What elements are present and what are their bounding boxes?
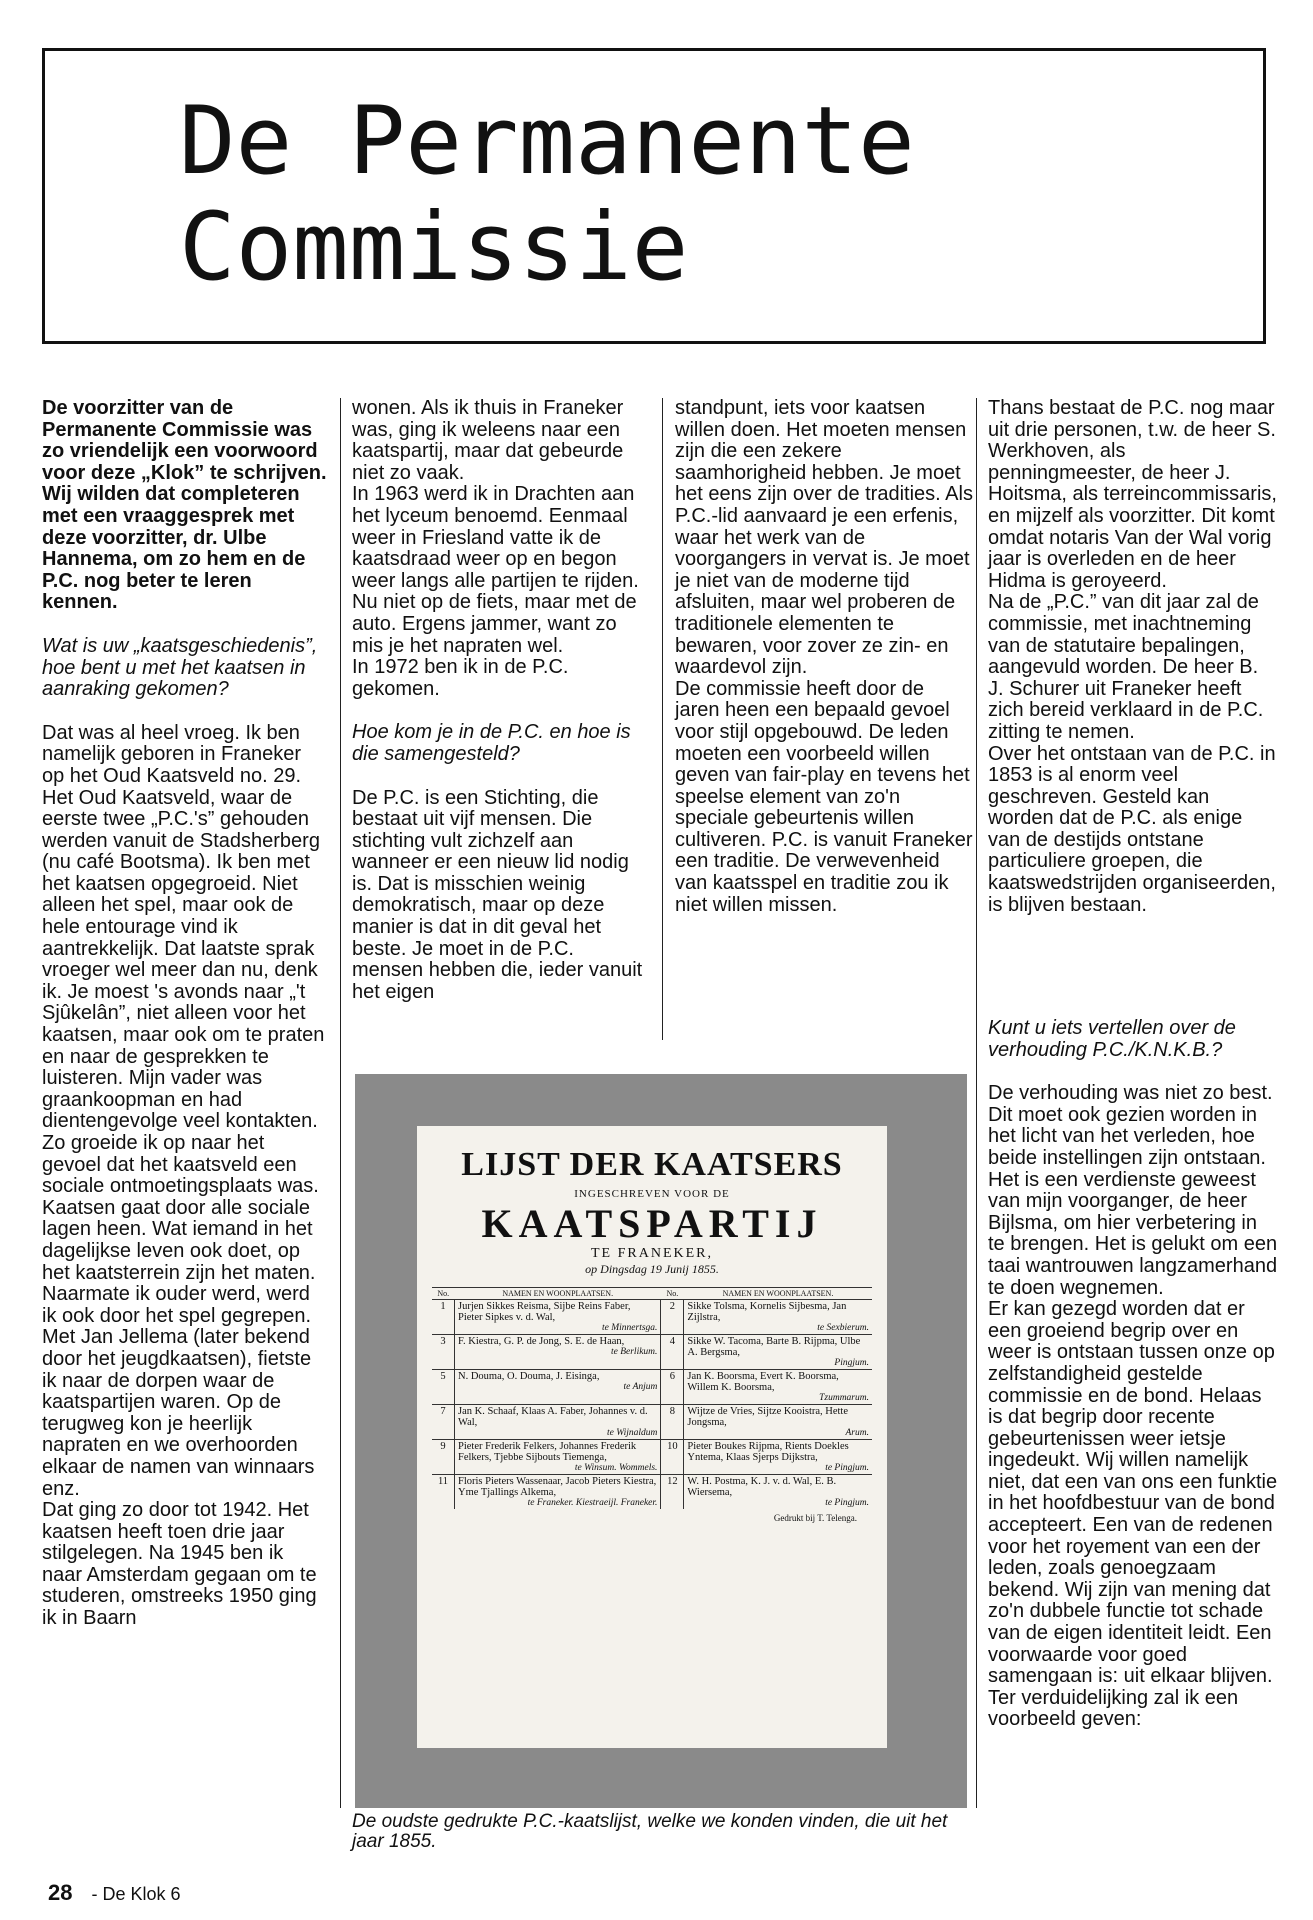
entry-number: 7 [440,1406,446,1417]
poster-entry-names [455,1440,661,1475]
entry-names: Wijtze de Vries, Sijtze Kooistra, Hette Jongsma, [687,1406,849,1428]
poster-entry-names [455,1370,661,1405]
entry-number: 6 [669,1371,676,1382]
column-1 [42,398,328,1630]
col4-paragraph-2: Na de „P.C.” van dit jaar zal de commissie, met inachtneming van de statutaire bepalingen, aangevuld worden. De heer B. J. Schurer uit Franeker heeft zich bereid verklaard in de P.C. zitting te nemen. [988,591,1264,743]
entry-names: Jan K. Boorsma, Evert K. Boorsma, Willem K. Boorsma, [687,1371,839,1393]
entry-place: Tzummarum. [819,1393,869,1403]
poster-entry-number [661,1475,684,1510]
entry-names: Sikke W. Tacoma, Barte B. Rijpma, Ulbe A. Bergsma, [687,1336,861,1358]
question-3: Kunt u iets vertellen over de verhouding P.C./K.N.K.B.? [988,1017,1236,1061]
entry-number: 11 [437,1476,449,1487]
title-line-1: De Permanente [179,87,915,196]
column-divider [340,398,341,1808]
poster-entry-number [432,1335,455,1370]
col2-paragraph-1: wonen. Als ik thuis in Franeker was, ging ik weleens naar een kaatspartij, maar dat gebeurde niet zo vaak. [352,397,624,484]
poster-entry-number [661,1300,684,1335]
poster-row [432,1335,872,1370]
footer-separator: - [91,1884,98,1904]
entry-number: 12 [667,1476,678,1487]
entry-place: te Minnertsga. [602,1323,658,1333]
entry-names: W. H. Postma, K. J. v. d. Wal, E. B. Wiersema, [687,1476,837,1498]
poster-entry-number [432,1475,455,1510]
answer-1b: Dat ging zo door tot 1942. Het kaatsen heeft toen drie jaar stilgelegen. Na 1945 ben ik naar Amsterdam gegaan om te studeren, omstreeks 1950 ging ik in Baarn [42,1499,317,1630]
poster-rows [432,1300,872,1510]
col3-paragraph-2: De commissie heeft door de jaren heen een bepaald gevoel voor stijl opgebouwd. De leden moeten een voorbeeld willen geven van fair-play en tevens het speelse element van zo'n speciale gebeurtenis willen cultiveren. P.C. is vanuit Franeker een traditie. De verwevenheid van kaatsspel en traditie zou ik niet willen missen. [675,677,973,916]
col2-paragraph-3: In 1972 ben ik in de P.C. gekomen. [352,656,569,700]
entry-place: te Anjum [623,1382,658,1392]
poster-col-names: NAMEN EN WOONPLAATSEN. [684,1288,872,1300]
poster-subtitle: INGESCHREVEN VOOR DE [574,1188,730,1200]
poster-entry-number [432,1370,455,1405]
entry-place: te Pingjum. [825,1463,869,1473]
poster-entry-number [661,1370,684,1405]
poster-date: op Dingsdag 19 Junij 1855. [585,1262,719,1276]
entry-place: Arum. [845,1428,869,1438]
page-title [179,89,915,301]
answer-1: Dat was al heel vroeg. Ik ben namelijk geboren in Franeker op het Oud Kaatsveld no. 29. Het Oud Kaatsveld, waar de eerste twee „P.C.'s” gehouden werden vanuit de Stadsherberg (nu café Bootsma). Ik ben met het kaatsen opgegroeid. Niet alleen het spel, maar ook de hele entourage vind ik aantrekkelijk. Dat laatste sprak vroeger wel meer dan nu, denk ik. Je moest 's avonds naar „'t Sjûkelân”, niet alleen voor het kaatsen, maar ook om te praten en naar de gesprekken te luisteren. Mijn vader was graankoopman en had dientengevolge veel kontakten. Zo groeide ik op naar het gevoel dat het kaatsveld een sociale ontmoetingsplaats was. Kaatsen gaat door alle sociale lagen heen. Wat iemand in het dagelijkse leven ook doet, op het kaatsterrein zijn het maten. Naarmate ik ouder werd, werd ik ook door het spel gegrepen. Met Jan Jellema (later bekend door het jeugdkaatsen), fietste ik naar de dorpen waar de kaatspartijen waren. Op de terugweg kon je heerlijk napraten en we overhoorden elkaar de namen van winnaars enz. [42,721,325,1500]
entry-place: te Winsum. Wommels. [574,1463,658,1473]
entry-names: Jurjen Sikkes Reisma, Sijbe Reins Faber, Pieter Sipkes v. d. Wal, [458,1301,631,1323]
poster-row [432,1440,872,1475]
page-footer [48,1880,181,1906]
column-4-continued [988,1018,1278,1731]
entry-number: 2 [669,1301,676,1312]
entry-number: 8 [669,1406,676,1417]
poster-entry-number [661,1405,684,1440]
poster-entry-names [684,1475,872,1510]
poster-entry-names [455,1475,661,1510]
poster-heading: KAATSPARTIJ [481,1201,823,1246]
entry-number: 4 [669,1336,676,1347]
entry-names: N. Douma, O. Douma, J. Eisinga, [458,1371,600,1382]
col4-paragraph-3: Over het ontstaan van de P.C. in 1853 is al enorm veel geschreven. Gesteld kan worden dat de P.C. als enige van de destijds ontstane particuliere groepen, die kaatswedstrijden organiseerden, is blijven bestaan. [988,742,1276,916]
poster-entry-names [684,1405,872,1440]
question-2: Hoe kom je in de P.C. en hoe is die samengesteld? [352,721,631,765]
entry-place: te Pingjum. [825,1498,869,1508]
column-divider [976,398,977,1808]
poster-entry-names [684,1300,872,1335]
col2-paragraph-2: In 1963 werd ik in Drachten aan het lyceum benoemd. Eenmaal weer in Friesland vatte ik de kaatsdraad weer op en begon weer langs alle partijen te rijden. Nu niet op de fiets, maar met de auto. Ergens jammer, want zo mis je het napraten wel. [352,483,639,657]
poster-entry-number [432,1440,455,1475]
entry-number: 9 [440,1441,446,1452]
entry-names: Pieter Frederik Felkers, Johannes Frederik Felkers, Tjebbe Sijbouts Tiemenga, [458,1441,637,1463]
entry-number: 1 [440,1301,446,1312]
entry-names: Sikke Tolsma, Kornelis Sijbesma, Jan Zijlstra, [687,1301,847,1323]
poster-printer: Gedrukt bij T. Telenga. [773,1513,857,1523]
entry-number: 10 [667,1441,678,1452]
entry-names: Floris Pieters Wassenaar, Jacob Pieters Kiestra, Yme Tjallings Alkema, [458,1476,657,1498]
entry-names: F. Kiestra, G. P. de Jong, S. E. de Haan, [458,1336,625,1347]
entry-place: Pingjum. [834,1358,869,1368]
poster-entry-names [684,1370,872,1405]
entry-place: te Franeker. Kiestraeijl. Franeker. [527,1498,658,1508]
poster-row [432,1300,872,1335]
answer-3: De verhouding was niet zo best. Dit moet ook gezien worden in het licht van het verleden, hoe beide instellingen zijn ontstaan. Het is een verdienste geweest van mijn voorganger, de heer Bijlsma, om hier verbetering in te brengen. Het is gelukt om een taai wantrouwen langzamerhand te doen wegnemen. [988,1082,1278,1299]
title-line-2: Commissie [179,193,689,302]
poster-col-names: NAMEN EN WOONPLAATSEN. [455,1288,661,1300]
kaatsers-poster [417,1126,887,1748]
poster-row [432,1475,872,1510]
poster-entry-number [661,1440,684,1475]
entry-number: 3 [440,1336,446,1347]
poster-photo [355,1074,967,1808]
col4-paragraph-1: Thans bestaat de P.C. nog maar uit drie personen, t.w. de heer S. Werkhoven, als penningmeester, de heer J. Hoitsma, als terreincommissaris, en mijzelf als voorzitter. Dit komt omdat notaris Van der Wal vorig jaar is overleden en de heer Hidma is geroyeerd. [988,397,1277,592]
intro-paragraph: De voorzitter van de Permanente Commissie was zo vriendelijk een voorwoord voor deze „Klok” te schrijven. Wij wilden dat completeren met een vraaggesprek met deze voorzitter, dr. Ulbe Hannema, om zo hem en de P.C. nog beter te leren kennen. [42,397,327,614]
page-number: 28 [48,1880,73,1905]
poster-col-no: No. [432,1288,455,1300]
poster-table [432,1287,872,1509]
photo-caption: De oudste gedrukte P.C.-kaatslijst, welke we konden vinden, die uit het jaar 1855. [352,1811,948,1852]
title-box [42,48,1266,344]
poster-entry-names [684,1440,872,1475]
poster-entry-names [455,1300,661,1335]
entry-number: 5 [440,1371,446,1382]
poster-entry-names [684,1335,872,1370]
column-2 [352,398,650,1003]
column-3 [675,398,973,916]
answer-2: De P.C. is een Stichting, die bestaat uit vijf mensen. Die stichting vult zichzelf aan wanneer er een nieuw lid nodig is. Dat is misschien weinig demokratisch, maar op deze manier is dat in dit geval het beste. Je moet in de P.C. mensen hebben die, ieder vanuit het eigen [352,786,643,1003]
entry-place: te Berlikum. [610,1347,658,1357]
magazine-name: De Klok 6 [102,1884,181,1904]
poster-entry-names [455,1405,661,1440]
poster-entry-number [432,1300,455,1335]
poster-entry-names [455,1335,661,1370]
answer-3b: Er kan gezegd worden dat er een groeiend begrip over en weer is ontstaan tussen onze op zelfstandigheid gestelde commissie en de bond. Helaas is dat begrip door recente gebeurtenissen weer ietsje ingedeukt. Wij willen namelijk niet, dat een van ons een funktie in het hoofdbestuur van de bond accepteert. Een van de redenen voor het royement van een der leden, zoals genoegzaam bekend. Wij zijn van mening dat zo'n dubbele functie tot schade van de eigen identiteit leidt. Een voorwaarde voor goed samengaan is: uit elkaar blijven. Ter verduidelijking zal ik een voorbeeld geven: [988,1298,1278,1731]
col3-paragraph-1: standpunt, iets voor kaatsen willen doen. Het moeten mensen zijn die een zekere saamhorigheid hebben. Je moet het eens zijn over de tradities. Als P.C.-lid aanvaard je een erfenis, waar het werk van de voorgangers in vervat is. Je moet je niet van de moderne tijd afsluiten, maar wel proberen de traditionele elementen te bewaren, voor zover ze zin- en waardevol zijn. [675,397,973,679]
column-divider [662,398,663,1040]
poster-col-no: No. [661,1288,684,1300]
entry-place: te Wijnaldum [607,1428,658,1438]
question-1: Wat is uw „kaatsgeschiedenis”, hoe bent u met het kaatsen in aanraking gekomen? [42,634,318,701]
poster-entry-number [432,1405,455,1440]
poster-location: TE FRANEKER, [591,1246,713,1261]
poster-row [432,1370,872,1405]
entry-names: Jan K. Schaaf, Klaas A. Faber, Johannes v. d. Wal, [458,1406,648,1428]
poster-title: LIJST DER KAATSERS [461,1146,843,1183]
entry-place: te Sexbierum. [817,1323,869,1333]
poster-row [432,1405,872,1440]
entry-names: Pieter Boukes Rijpma, Rients Doekles Yntema, Klaas Sjerps Dijkstra, [687,1441,849,1463]
column-4 [988,398,1278,916]
poster-entry-number [661,1335,684,1370]
